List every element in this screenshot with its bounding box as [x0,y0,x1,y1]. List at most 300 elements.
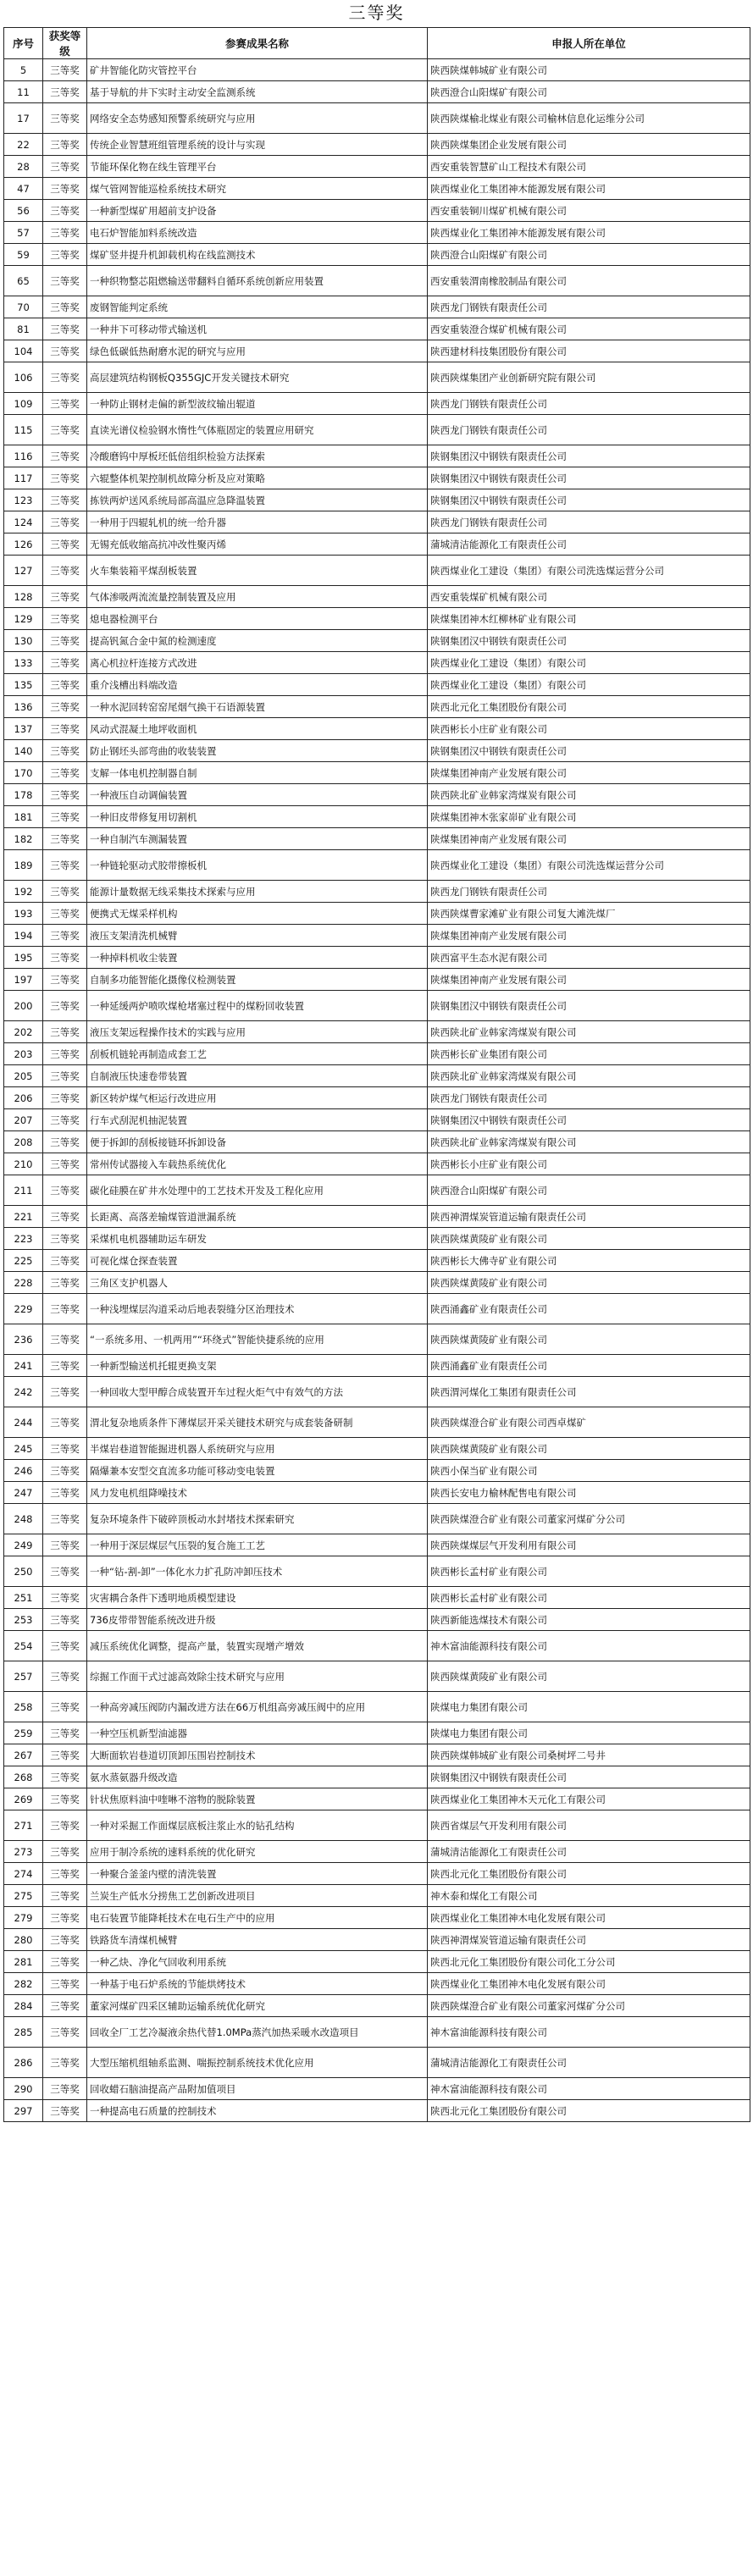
entry-name-cell: 综掘工作面干式过滤高效除尘技术研究与应用 [87,1661,428,1692]
award-level-cell: 三等奖 [43,1788,87,1810]
table-row [4,511,750,533]
entry-name-cell: 液压支架远程操作技术的实践与应用 [87,1021,428,1043]
serial-cell: 205 [4,1065,43,1087]
award-level-cell: 三等奖 [43,200,87,222]
unit-cell: 陕钢集团汉中钢铁有限责任公司 [428,489,750,511]
unit-cell: 陕西北元化工集团股份有限公司化工分公司 [428,1951,750,1973]
unit-cell: 陕西陕北矿业韩家湾煤炭有限公司 [428,1065,750,1087]
table-row [4,674,750,696]
award-level-cell: 三等奖 [43,947,87,969]
unit-cell: 陕西陕煤榆北煤业有限公司榆林信息化运维分公司 [428,103,750,134]
entry-name-cell: 736皮带带智能系统改进升级 [87,1609,428,1631]
unit-cell: 陕西陕煤黄陵矿业有限公司 [428,1272,750,1294]
serial-cell: 136 [4,696,43,718]
table-row [4,1661,750,1692]
entry-name-cell: 一种对采掘工作面煤层底板注浆止水的钻孔结构 [87,1810,428,1841]
serial-cell: 65 [4,266,43,296]
entry-name-cell: 无锡充低收缩高抗冲改性聚丙烯 [87,533,428,556]
serial-cell: 250 [4,1556,43,1587]
award-level-cell: 三等奖 [43,1587,87,1609]
serial-cell: 244 [4,1407,43,1438]
unit-cell: 陕西煤业化工建设（集团）有限公司洗选煤运营分公司 [428,556,750,586]
entry-name-cell: 一种链轮驱动式胶带擦板机 [87,850,428,881]
serial-cell: 192 [4,881,43,903]
serial-cell: 70 [4,296,43,318]
award-level-cell: 三等奖 [43,222,87,244]
entry-name-cell: 一种乙炔、净化气回收利用系统 [87,1951,428,1973]
serial-cell: 271 [4,1810,43,1841]
award-level-cell: 三等奖 [43,630,87,652]
header-award-level: 获奖等级 [43,28,87,59]
unit-cell: 陕煤集团神木张家峁矿业有限公司 [428,806,750,828]
table-row [4,1460,750,1482]
award-level-cell: 三等奖 [43,903,87,925]
award-level-cell: 三等奖 [43,511,87,533]
award-level-cell: 三等奖 [43,652,87,674]
award-level-cell: 三等奖 [43,881,87,903]
serial-cell: 223 [4,1228,43,1250]
serial-cell: 246 [4,1460,43,1482]
entry-name-cell: 减压系统优化调整，提高产量，装置实现增产增效 [87,1631,428,1661]
entry-name-cell: 节能环保化物在线生管理平台 [87,156,428,178]
serial-cell: 123 [4,489,43,511]
award-level-cell: 三等奖 [43,1087,87,1109]
award-level-cell: 三等奖 [43,1951,87,1973]
award-level-cell: 三等奖 [43,1692,87,1722]
table-row [4,1272,750,1294]
entry-name-cell: 一种掉料机收尘装置 [87,947,428,969]
serial-cell: 57 [4,222,43,244]
table-row [4,1175,750,1206]
award-level-cell: 三等奖 [43,1272,87,1294]
serial-cell: 116 [4,445,43,467]
table-row [4,1863,750,1885]
entry-name-cell: 回收蜡石脑油提高产品附加值项目 [87,2078,428,2100]
award-level-cell: 三等奖 [43,1534,87,1556]
entry-name-cell: 一种自制汽车测漏装置 [87,828,428,850]
unit-cell: 陕西龙门钢铁有限责任公司 [428,415,750,445]
award-level-cell: 三等奖 [43,415,87,445]
table-row [4,296,750,318]
entry-name-cell: 一种旧皮带修复用切割机 [87,806,428,828]
table-row [4,925,750,947]
entry-name-cell: 应用于制冷系统的速料系统的优化研究 [87,1841,428,1863]
unit-cell: 神木富油能源科技有限公司 [428,2078,750,2100]
award-level-cell: 三等奖 [43,1043,87,1065]
table-row [4,1131,750,1153]
unit-cell: 陕西彬长孟村矿业有限公司 [428,1587,750,1609]
award-level-cell: 三等奖 [43,178,87,200]
unit-cell: 陕西陕煤黄陵矿业有限公司 [428,1228,750,1250]
serial-cell: 254 [4,1631,43,1661]
serial-cell: 47 [4,178,43,200]
serial-cell: 81 [4,318,43,340]
serial-cell: 135 [4,674,43,696]
award-level-cell: 三等奖 [43,296,87,318]
serial-cell: 225 [4,1250,43,1272]
unit-cell: 陕西龙门钢铁有限责任公司 [428,511,750,533]
award-level-cell: 三等奖 [43,608,87,630]
table-row [4,784,750,806]
table-row [4,1951,750,1973]
entry-name-cell: 采煤机电机器辅助运车研发 [87,1228,428,1250]
unit-cell: 陕西北元化工集团股份有限公司 [428,2100,750,2122]
table-row [4,393,750,415]
table-row [4,362,750,393]
entry-name-cell: 高层建筑结构钢板Q355GJC开发关键技术研究 [87,362,428,393]
serial-cell: 275 [4,1885,43,1907]
award-level-cell: 三等奖 [43,1294,87,1324]
award-level-cell: 三等奖 [43,533,87,556]
award-level-cell: 三等奖 [43,2100,87,2122]
award-level-cell: 三等奖 [43,489,87,511]
entry-name-cell: 防止钢坯头部弯曲的收装装置 [87,740,428,762]
unit-cell: 陕西龙门钢铁有限责任公司 [428,881,750,903]
table-row [4,134,750,156]
unit-cell: 陕西神渭煤炭管道运输有限责任公司 [428,1929,750,1951]
entry-name-cell: 便携式无煤采样机构 [87,903,428,925]
table-row [4,762,750,784]
serial-cell: 170 [4,762,43,784]
table-row [4,1556,750,1587]
header-entry-name: 参赛成果名称 [87,28,428,59]
award-level-cell: 三等奖 [43,850,87,881]
entry-name-cell: 提高钒氮合金中氮的检测速度 [87,630,428,652]
table-row [4,1841,750,1863]
award-level-cell: 三等奖 [43,1661,87,1692]
award-level-cell: 三等奖 [43,1355,87,1377]
serial-cell: 241 [4,1355,43,1377]
table-row [4,156,750,178]
table-row [4,1929,750,1951]
unit-cell: 陕西渭河煤化工集团有限责任公司 [428,1377,750,1407]
award-level-cell: 三等奖 [43,1907,87,1929]
award-level-cell: 三等奖 [43,1407,87,1438]
serial-cell: 208 [4,1131,43,1153]
unit-cell: 陕西彬长小庄矿业有限公司 [428,1153,750,1175]
award-level-cell: 三等奖 [43,134,87,156]
unit-cell: 陕西长安电力榆林配售电有限公司 [428,1482,750,1504]
table-row [4,740,750,762]
serial-cell: 129 [4,608,43,630]
serial-cell: 11 [4,81,43,103]
entry-name-cell: 一种新型煤矿用超前支护设备 [87,200,428,222]
serial-cell: 297 [4,2100,43,2122]
serial-cell: 274 [4,1863,43,1885]
entry-name-cell: “一系统多用、一机两用”“环绕式”智能快捷系统的应用 [87,1324,428,1355]
table-row [4,1995,750,2017]
entry-name-cell: 煤气管网智能巡检系统技术研究 [87,178,428,200]
unit-cell: 陕西龙门钢铁有限责任公司 [428,393,750,415]
award-level-cell: 三等奖 [43,1153,87,1175]
entry-name-cell: 熄电器检测平台 [87,608,428,630]
entry-name-cell: 大断面软岩巷道切顶卸压围岩控制技术 [87,1744,428,1766]
award-level-cell: 三等奖 [43,1744,87,1766]
entry-name-cell: 回收全厂工艺冷凝液余热代替1.0MPa蒸汽加热采暖水改造项目 [87,2017,428,2048]
serial-cell: 109 [4,393,43,415]
entry-name-cell: 一种“钻-割-卸”一体化水力扩孔防冲卸压技术 [87,1556,428,1587]
award-level-cell: 三等奖 [43,1438,87,1460]
serial-cell: 258 [4,1692,43,1722]
award-level-cell: 三等奖 [43,1131,87,1153]
serial-cell: 117 [4,467,43,489]
table-row [4,1766,750,1788]
serial-cell: 189 [4,850,43,881]
entry-name-cell: 火车集装箱平煤刮板装置 [87,556,428,586]
serial-cell: 178 [4,784,43,806]
award-level-cell: 三等奖 [43,1722,87,1744]
unit-cell: 西安重装澄合煤矿机械有限公司 [428,318,750,340]
serial-cell: 106 [4,362,43,393]
serial-cell: 257 [4,1661,43,1692]
entry-name-cell: 直读光谱仪检验钢水惰性气体瓶固定的装置应用研究 [87,415,428,445]
table-row [4,222,750,244]
award-level-cell: 三等奖 [43,1482,87,1504]
table-row [4,1250,750,1272]
table-row [4,489,750,511]
entry-name-cell: 一种延缓两炉喷吹煤枪堵塞过程中的煤粉回收装置 [87,991,428,1021]
unit-cell: 蒲城清洁能源化工有限责任公司 [428,2048,750,2078]
header-serial: 序号 [4,28,43,59]
table-row [4,1324,750,1355]
entry-name-cell: 一种井下可移动带式输送机 [87,318,428,340]
award-level-cell: 三等奖 [43,1250,87,1272]
table-row [4,608,750,630]
table-row [4,652,750,674]
entry-name-cell: 一种提高电石质量的控制技术 [87,2100,428,2122]
table-row [4,533,750,556]
award-level-cell: 三等奖 [43,1228,87,1250]
unit-cell: 西安重装渭南橡胶制品有限公司 [428,266,750,296]
unit-cell: 陕钢集团汉中钢铁有限责任公司 [428,1766,750,1788]
award-level-cell: 三等奖 [43,969,87,991]
table-row [4,1153,750,1175]
award-level-cell: 三等奖 [43,556,87,586]
serial-cell: 229 [4,1294,43,1324]
page-title: 三等奖 [348,3,405,23]
serial-cell: 280 [4,1929,43,1951]
serial-cell: 182 [4,828,43,850]
unit-cell: 陕西澄合山阳煤矿有限公司 [428,81,750,103]
table-row [4,1587,750,1609]
unit-cell: 陕西涌鑫矿业有限责任公司 [428,1355,750,1377]
table-row [4,244,750,266]
award-level-cell: 三等奖 [43,1929,87,1951]
unit-cell: 陕钢集团汉中钢铁有限责任公司 [428,740,750,762]
award-level-cell: 三等奖 [43,340,87,362]
table-row [4,2100,750,2122]
unit-cell: 陕钢集团汉中钢铁有限责任公司 [428,1109,750,1131]
unit-cell: 神木富油能源科技有限公司 [428,2017,750,2048]
serial-cell: 202 [4,1021,43,1043]
entry-name-cell: 电石装置节能降耗技术在电石生产中的应用 [87,1907,428,1929]
table-body [4,59,750,2122]
unit-cell: 陕钢集团汉中钢铁有限责任公司 [428,630,750,652]
unit-cell: 陕西陕北矿业韩家湾煤炭有限公司 [428,784,750,806]
serial-cell: 203 [4,1043,43,1065]
entry-name-cell: 灾害耦合条件下透明地质模型建设 [87,1587,428,1609]
entry-name-cell: 传统企业智慧班组管理系统的设计与实现 [87,134,428,156]
entry-name-cell: 针状焦原料油中喹啉不溶物的脱除装置 [87,1788,428,1810]
unit-cell: 陕西小保当矿业有限公司 [428,1460,750,1482]
award-level-cell: 三等奖 [43,1863,87,1885]
table-row [4,1407,750,1438]
serial-cell: 197 [4,969,43,991]
table-row [4,828,750,850]
serial-cell: 248 [4,1504,43,1534]
entry-name-cell: 刮板机链轮再制造成套工艺 [87,1043,428,1065]
entry-name-cell: 一种液压自动调偏装置 [87,784,428,806]
entry-name-cell: 矿井智能化防灾管控平台 [87,59,428,81]
table-row [4,1744,750,1766]
entry-name-cell: 电石炉智能加料系统改造 [87,222,428,244]
serial-cell: 115 [4,415,43,445]
serial-cell: 284 [4,1995,43,2017]
table-row [4,1482,750,1504]
entry-name-cell: 兰炭生产低水分捞焦工艺创新改进项目 [87,1885,428,1907]
award-level-cell: 三等奖 [43,467,87,489]
table-header-row [4,28,750,59]
award-level-cell: 三等奖 [43,1175,87,1206]
serial-cell: 286 [4,2048,43,2078]
unit-cell: 陕西煤业化工集团神木能源发展有限公司 [428,222,750,244]
award-level-cell: 三等奖 [43,1631,87,1661]
entry-name-cell: 一种浅埋煤层沟道采动后地表裂缝分区治理技术 [87,1294,428,1324]
unit-cell: 陕西陕煤澄合矿业有限公司西卓煤矿 [428,1407,750,1438]
serial-cell: 268 [4,1766,43,1788]
table-row [4,1228,750,1250]
award-level-cell: 三等奖 [43,445,87,467]
award-level-cell: 三等奖 [43,1504,87,1534]
table-row [4,1206,750,1228]
unit-cell: 陕西龙门钢铁有限责任公司 [428,1087,750,1109]
serial-cell: 211 [4,1175,43,1206]
table-row [4,81,750,103]
serial-cell: 249 [4,1534,43,1556]
unit-cell: 陕西省煤层气开发利用有限公司 [428,1810,750,1841]
table-row [4,1692,750,1722]
serial-cell: 104 [4,340,43,362]
unit-cell: 神木泰和煤化工有限公司 [428,1885,750,1907]
entry-name-cell: 复杂环境条件下破碎顶板动水封堵技术探索研究 [87,1504,428,1534]
entry-name-cell: 便于拆卸的刮板接链环拆卸设备 [87,1131,428,1153]
award-level-cell: 三等奖 [43,156,87,178]
entry-name-cell: 煤矿竖井提升机卸载机构在线监测技术 [87,244,428,266]
serial-cell: 206 [4,1087,43,1109]
table-row [4,1631,750,1661]
unit-cell: 陕西建材科技集团股份有限公司 [428,340,750,362]
entry-name-cell: 基于导航的井下实时主动安全监测系统 [87,81,428,103]
unit-cell: 陕西煤业化工集团神木电化发展有限公司 [428,1973,750,1995]
unit-cell: 陕西龙门钢铁有限责任公司 [428,296,750,318]
serial-cell: 126 [4,533,43,556]
table-row [4,1788,750,1810]
table-row [4,2017,750,2048]
entry-name-cell: 离心机拉杆连接方式改进 [87,652,428,674]
award-level-cell: 三等奖 [43,828,87,850]
entry-name-cell: 气体渗吸两流流量控制装置及应用 [87,586,428,608]
serial-cell: 282 [4,1973,43,1995]
unit-cell: 陕煤电力集团有限公司 [428,1722,750,1744]
serial-cell: 273 [4,1841,43,1863]
entry-name-cell: 一种聚合釜釜内壁的清洗装置 [87,1863,428,1885]
table-row [4,696,750,718]
table-row [4,556,750,586]
award-level-cell: 三等奖 [43,1556,87,1587]
award-level-cell: 三等奖 [43,806,87,828]
entry-name-cell: 长距离、高落差输煤管道泄漏系统 [87,1206,428,1228]
entry-name-cell: 行车式刮泥机抽泥装置 [87,1109,428,1131]
unit-cell: 陕西陕煤韩城矿业有限公司 [428,59,750,81]
award-level-cell: 三等奖 [43,991,87,1021]
table-row [4,1109,750,1131]
table-row [4,2078,750,2100]
table-row [4,467,750,489]
unit-cell: 陕钢集团汉中钢铁有限责任公司 [428,991,750,1021]
award-level-cell: 三等奖 [43,318,87,340]
serial-cell: 242 [4,1377,43,1407]
entry-name-cell: 铁路货车清煤机械臂 [87,1929,428,1951]
unit-cell: 陕煤集团神木红柳林矿业有限公司 [428,608,750,630]
entry-name-cell: 半煤岩巷道智能掘进机器人系统研究与应用 [87,1438,428,1460]
entry-name-cell: 一种空压机新型油滤器 [87,1722,428,1744]
table-row [4,1504,750,1534]
unit-cell: 陕西陕北矿业韩家湾煤炭有限公司 [428,1131,750,1153]
table-row [4,1609,750,1631]
table-row [4,1294,750,1324]
unit-cell: 陕西彬长小庄矿业有限公司 [428,718,750,740]
unit-cell: 陕西煤业化工集团神木能源发展有限公司 [428,178,750,200]
entry-name-cell: 氨水蒸氨器升级改造 [87,1766,428,1788]
entry-name-cell: 一种防止钢材走偏的新型波纹输出辊道 [87,393,428,415]
unit-cell: 陕西陕煤黄陵矿业有限公司 [428,1324,750,1355]
award-level-cell: 三等奖 [43,586,87,608]
entry-name-cell: 渭北复杂地质条件下薄煤层开采关键技术研究与成套装备研制 [87,1407,428,1438]
serial-cell: 56 [4,200,43,222]
unit-cell: 陕西澄合山阳煤矿有限公司 [428,1175,750,1206]
serial-cell: 207 [4,1109,43,1131]
serial-cell: 17 [4,103,43,134]
serial-cell: 285 [4,2017,43,2048]
table-row [4,586,750,608]
unit-cell: 陕西煤业化工建设（集团）有限公司 [428,674,750,696]
entry-name-cell: 一种织物整芯阻燃输送带翻料自循环系统创新应用装置 [87,266,428,296]
table-row [4,103,750,134]
table-row [4,200,750,222]
award-level-cell: 三等奖 [43,1377,87,1407]
entry-name-cell: 废钢智能判定系统 [87,296,428,318]
serial-cell: 267 [4,1744,43,1766]
entry-name-cell: 能源计量数据无线采集技术探索与应用 [87,881,428,903]
table-row [4,850,750,881]
award-level-cell: 三等奖 [43,393,87,415]
award-level-cell: 三等奖 [43,2078,87,2100]
table-row [4,1043,750,1065]
entry-name-cell: 一种回收大型甲醇合成装置开车过程火炬气中有效气的方法 [87,1377,428,1407]
table-row [4,903,750,925]
entry-name-cell: 液压支架清洗机械臂 [87,925,428,947]
header-unit: 申报人所在单位 [428,28,750,59]
award-level-cell: 三等奖 [43,103,87,134]
entry-name-cell: 可视化煤仓探查装置 [87,1250,428,1272]
unit-cell: 陕西北元化工集团股份有限公司 [428,696,750,718]
entry-name-cell: 风动式混凝土地坪收面机 [87,718,428,740]
serial-cell: 269 [4,1788,43,1810]
serial-cell: 22 [4,134,43,156]
award-level-cell: 三等奖 [43,2048,87,2078]
award-level-cell: 三等奖 [43,1810,87,1841]
table-row [4,1377,750,1407]
